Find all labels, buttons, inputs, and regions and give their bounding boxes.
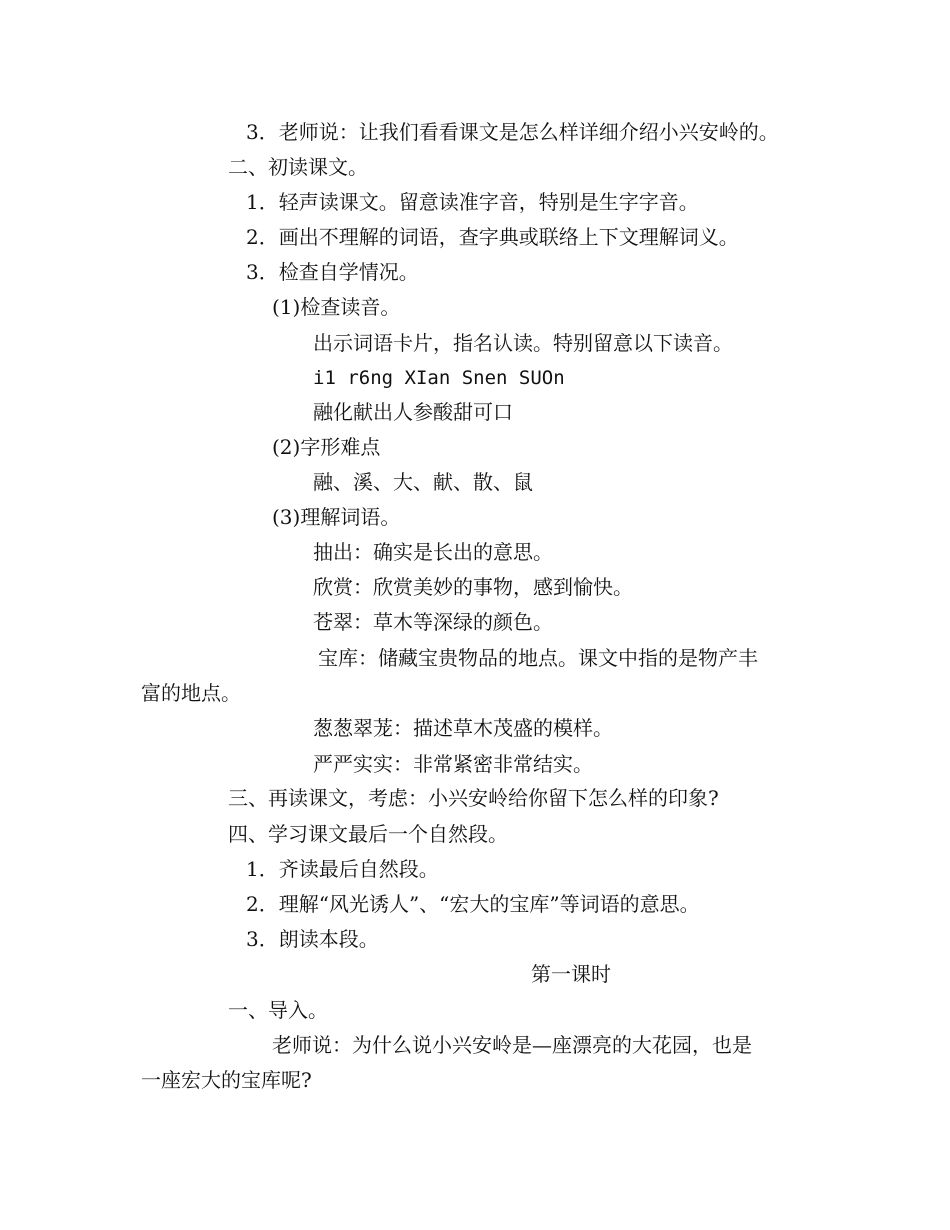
definition-line: 抽出：确实是长出的意思。 — [313, 540, 553, 564]
section-heading: 四、学习课文最后一个自然段。 — [228, 822, 508, 846]
text-line: 3．老师说：让我们看看课文是怎么样详细介绍小兴安岭的。 — [246, 120, 779, 144]
text-line: 3．检查自学情况。 — [246, 260, 419, 284]
definition-line: 宝库：储藏宝贵物品的地点。课文中指的是物产丰 — [318, 646, 758, 670]
text-line: 融、溪、大、献、散、鼠 — [313, 470, 533, 494]
section-heading: 二、初读课文。 — [228, 155, 368, 179]
sub-heading: (3)理解词语。 — [272, 505, 401, 529]
text-line: 2．理解“风光诱人”、“宏大的宝库”等词语的意思。 — [246, 892, 700, 916]
text-line: 一座宏大的宝库呢? — [141, 1068, 312, 1092]
text-line: 融化献出人参酸甜可口 — [313, 400, 513, 424]
definition-line: 苍翠：草木等深绿的颜色。 — [313, 610, 553, 634]
lesson-title: 第一课时 — [531, 962, 611, 986]
text-line: 出示词语卡片，指名认读。特别留意以下读音。 — [313, 331, 733, 355]
text-line: 3．朗读本段。 — [246, 927, 379, 951]
text-line: 老师说：为什么说小兴安岭是—座漂亮的大花园，也是 — [272, 1033, 752, 1057]
definition-line: 欣赏：欣赏美妙的事物，感到愉快。 — [313, 575, 633, 599]
definition-line: 严严实实：非常紧密非常结实。 — [313, 752, 593, 776]
sub-heading: (2)字形难点 — [272, 435, 381, 459]
text-line: 2．画出不理解的词语，查字典或联络上下文理解词义。 — [246, 225, 739, 249]
section-heading: 三、再读课文，考虑：小兴安岭给你留下怎么样的印象? — [228, 786, 719, 810]
section-heading: 一、导入。 — [228, 998, 328, 1022]
pinyin-line: i1 r6ng XIan Snen SUOn — [313, 367, 565, 389]
text-line: 1．轻声读课文。留意读准字音，特别是生字字音。 — [246, 190, 699, 214]
sub-heading: (1)检查读音。 — [272, 295, 401, 319]
text-line: 1．齐读最后自然段。 — [246, 857, 439, 881]
definition-line: 葱葱翠茏：描述草木茂盛的模样。 — [313, 716, 613, 740]
definition-line: 富的地点。 — [141, 681, 241, 705]
